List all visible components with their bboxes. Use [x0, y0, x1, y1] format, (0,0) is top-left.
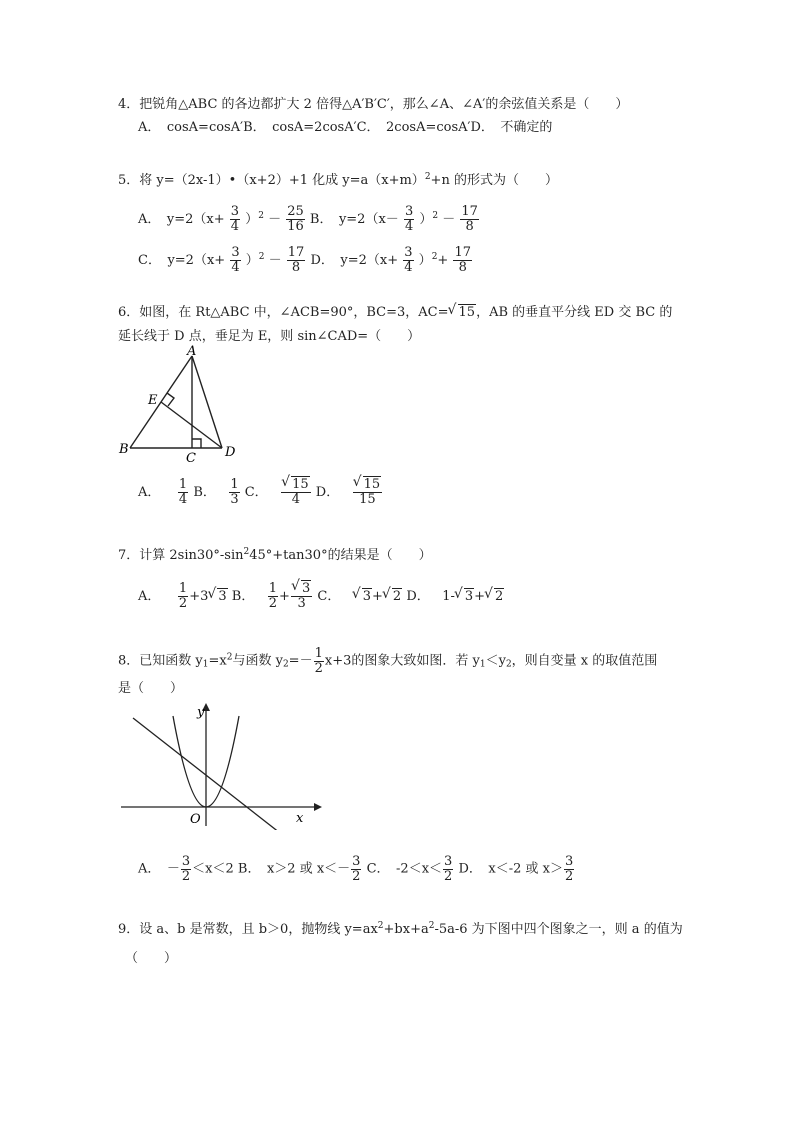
right-angle-mark-c	[192, 439, 201, 448]
q8-options: A． － $\frac{3}{2}$ ＜x＜2 B． x＞2 或 x＜－ $\frac{3}{2}$ C． -2＜x＜ $\frac{3}{2}$ D． x＜-2 或 x＞ $\frac{3}{2}$	[138, 854, 574, 884]
q9-line2: （ ）	[125, 951, 178, 966]
q6-option-b: B． $\frac{1}{3}$	[193, 477, 239, 507]
q8-line2: 是（ ）	[118, 681, 184, 696]
segment-ad	[192, 356, 222, 448]
q5-option-d: D． y=2（x+ $\frac{3}{4}$ ）$^2$+ $\frac{17}{8}$	[310, 245, 471, 275]
q5-options-row1	[138, 205, 480, 233]
q5-options-row2	[138, 246, 473, 274]
q4-options: A． cosA=cosA′B． cosA=2cosA′C． 2cosA=cosA′D． 不确定的	[138, 120, 553, 135]
right-angle-mark-e	[167, 393, 174, 406]
q6-line2: 延长线于 D 点，垂足为 E，则 sin∠CAD=（ ）	[118, 329, 421, 344]
q5-option-a: A． y=2（x+ $\frac{3}{4}$ ）$^2$ － $\frac{25}{16}$	[138, 204, 304, 234]
axis-label-x: x	[296, 811, 304, 826]
q6-triangle-figure	[110, 345, 245, 465]
q6-options	[138, 478, 383, 506]
q7-option-d: D． 1-√ 3+√ 2	[406, 589, 504, 604]
x-axis-arrow-icon	[314, 803, 322, 811]
label-c: C	[186, 451, 196, 465]
q6-option-a: A． $\frac{1}{4}$	[138, 477, 188, 507]
q8-graph-figure	[115, 700, 325, 830]
label-e: E	[148, 393, 158, 408]
q5-option-b: B． y=2（x－ $\frac{3}{4}$ ）$^2$ － $\frac{17}{8}$	[309, 204, 478, 234]
q9-line1: 9．设 a、b 是常数，且 b＞0，抛物线 $y=ax^2+bx+a^2-5a-6$ 为下图中四个图象之一，则 a 的值为	[118, 921, 683, 937]
q7-stem: 7．计算 $2\sin 30^\circ-\sin^245^\circ+\tan 30^\circ$的结果是（ ）	[118, 547, 432, 563]
q4-stem: 4．把锐角△ABC 的各边都扩大 2 倍得△A′B′C′，那么∠A、∠A′的余弦值关系是（ ）	[118, 97, 629, 112]
q7-option-a: A． $\frac{1}{2}$ +3√ 3	[138, 589, 228, 604]
label-d: D	[225, 445, 236, 460]
q8-line1: 8．已知函数 $y_1=x^2$与函数 $y_2=-$ $\frac{1}{2}$ x+3的图象大致如图．若 $y_1<y_2$，则自变量 x 的取值范围	[118, 646, 658, 676]
q5-option-c: C． y=2（x+ $\frac{3}{4}$ ）$^2$ － $\frac{17}{8}$	[138, 245, 305, 275]
label-a: A	[187, 345, 197, 359]
q6-line1: 6．如图，在 Rt△ABC 中，∠ACB=90°，BC=3，AC=√ 15，AB 的垂直平分线 ED 交 BC 的	[118, 306, 672, 319]
q6-option-d: D． √ $\frac{15}{15}$	[316, 485, 383, 500]
q7-option-b: B． $\frac{1}{2}$ + √ $\frac{3}{3}$	[232, 589, 313, 604]
axis-label-y: y	[197, 705, 205, 720]
origin-label: O	[190, 812, 201, 827]
label-b: B	[119, 442, 129, 457]
q6-option-c: C． √ $\frac{15}{4}$	[245, 485, 312, 500]
q5-stem: 5．将 y=（2x-1）•（x+2）+1 化成 $y=a(x+m)^2+n$ 的形式为（ ）	[118, 172, 558, 188]
q7-options	[138, 582, 504, 610]
q7-option-c: C． √ 3+√ 2	[317, 589, 402, 604]
